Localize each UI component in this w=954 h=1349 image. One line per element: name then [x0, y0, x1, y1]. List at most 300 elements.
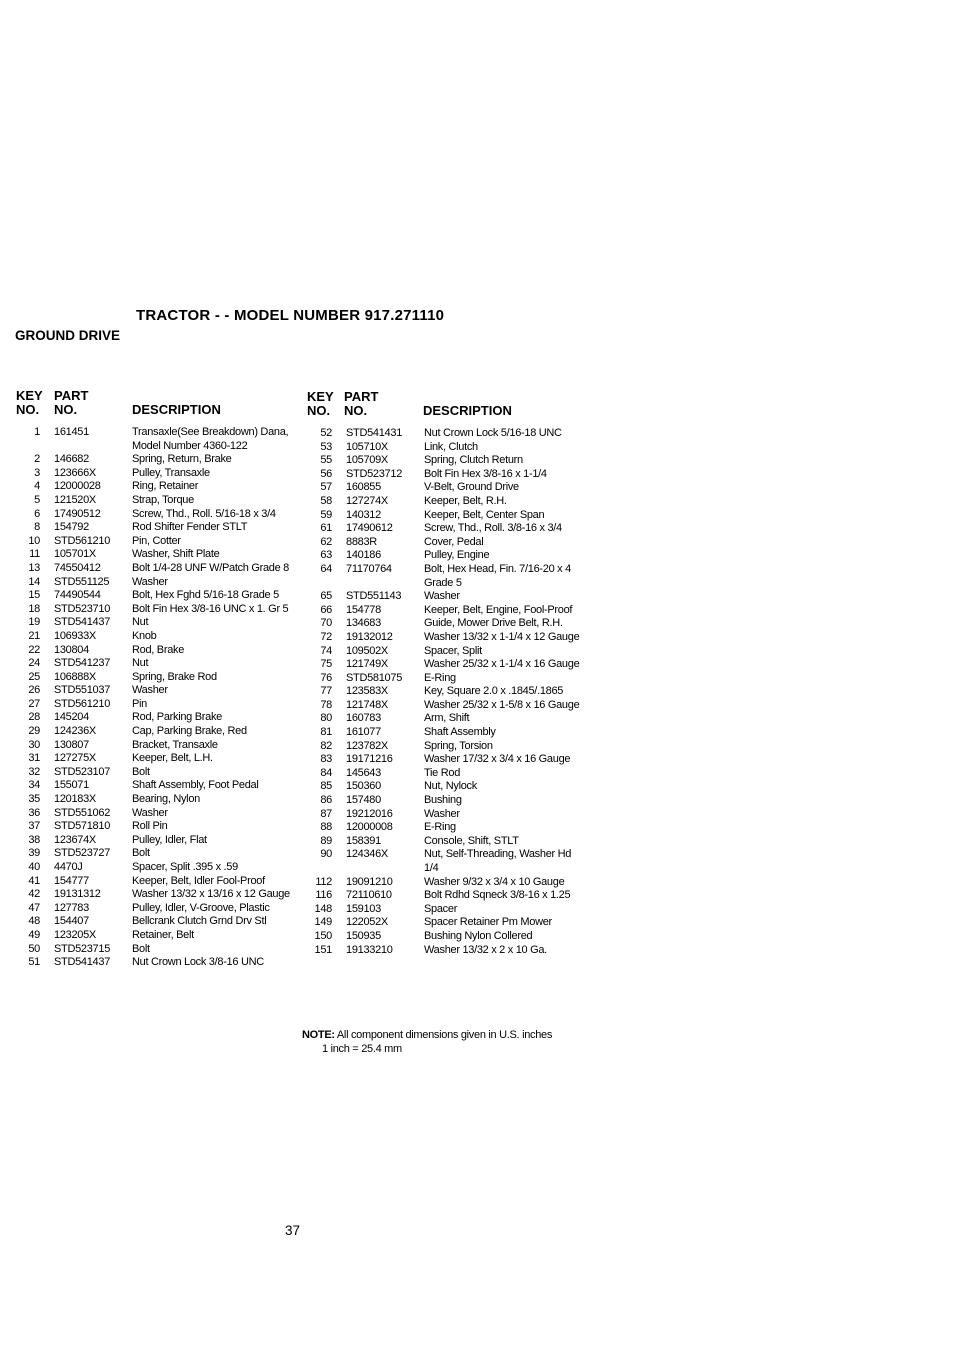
parts-row: [16, 671, 292, 685]
parts-row: [16, 752, 292, 766]
part-description: Bolt Rdhd Sqneck 3/8-16 x 1.25: [424, 889, 571, 902]
key-number: 77: [320, 685, 332, 698]
parts-row: [16, 711, 292, 725]
part-number: STD523107: [54, 765, 111, 778]
parts-row: [307, 753, 582, 767]
parts-row: [16, 725, 292, 739]
parts-row: [16, 847, 292, 861]
part-description: Washer: [132, 684, 168, 697]
part-number: 19171216: [346, 753, 393, 766]
key-number: 40: [28, 861, 40, 873]
part-description: Knob: [132, 629, 157, 642]
parts-row: [16, 616, 292, 630]
key-number: 49: [28, 928, 40, 941]
key-number: 58: [320, 494, 332, 507]
part-number: 127274X: [346, 494, 388, 507]
part-number: 19212016: [346, 807, 393, 820]
parts-row: [307, 658, 582, 672]
part-description: Pulley, Engine: [424, 549, 490, 562]
key-number: 8: [34, 521, 40, 534]
part-number: 158391: [346, 834, 381, 847]
parts-row: [16, 793, 292, 807]
part-number: STD541437: [54, 956, 111, 969]
parts-row: [307, 903, 582, 917]
key-number: 82: [320, 739, 332, 752]
part-number: STD523712: [346, 467, 403, 480]
key-number: 55: [320, 454, 332, 467]
key-number: 32: [28, 765, 40, 778]
key-number: 25: [28, 670, 40, 683]
part-description: Spring, Clutch Return: [424, 454, 523, 467]
part-number: 157480: [346, 794, 381, 807]
parts-row: [16, 657, 292, 671]
key-number: 6: [34, 507, 40, 520]
unit-conversion: 1 inch = 25.4 mm: [322, 1042, 402, 1055]
part-description: Nut Crown Lock 3/8-16 UNC: [132, 956, 264, 969]
key-number: 70: [320, 617, 332, 630]
key-number: 1: [34, 426, 40, 438]
key-number: 78: [320, 698, 332, 711]
part-description: Spacer: [424, 902, 458, 915]
part-number: 121749X: [346, 658, 388, 671]
key-header-line2: NO.: [307, 403, 331, 418]
part-description: Retainer, Belt: [132, 928, 194, 941]
parts-row: [16, 453, 292, 467]
part-number: 121748X: [346, 698, 388, 711]
parts-row: [16, 644, 292, 658]
parts-row: [307, 944, 582, 958]
part-number: 140186: [346, 549, 381, 562]
parts-list-left: [16, 426, 292, 970]
parts-row: [16, 766, 292, 780]
part-description: Spring, Torsion: [424, 739, 493, 752]
key-number: 53: [320, 440, 332, 453]
key-number: 88: [320, 821, 332, 834]
parts-row: [307, 495, 582, 509]
key-number: 57: [320, 481, 332, 494]
parts-row: [16, 807, 292, 821]
parts-row: [307, 848, 582, 875]
key-number: 63: [320, 549, 332, 562]
key-number: 28: [28, 711, 40, 724]
part-number: 159103: [346, 902, 381, 915]
key-number: 86: [320, 794, 332, 807]
part-number: STD523715: [54, 942, 111, 955]
key-number: 42: [28, 888, 40, 901]
key-number: 112: [315, 875, 332, 888]
parts-row: [16, 915, 292, 929]
part-number: 105701X: [54, 548, 96, 561]
part-description: Console, Shift, STLT: [424, 834, 519, 847]
part-number: STD561210: [54, 697, 111, 710]
parts-row: [307, 454, 582, 468]
part-description: Spacer Retainer Pm Mower: [424, 916, 552, 929]
parts-row: [307, 767, 582, 781]
parts-row: [16, 861, 292, 875]
part-number: 4470J: [54, 861, 83, 873]
part-description: Nut: [132, 657, 149, 670]
part-description: Washer 13/32 x 13/16 x 12 Gauge: [132, 888, 290, 901]
part-description: Washer: [132, 806, 168, 819]
parts-row: [307, 672, 582, 686]
part-number: STD541431: [346, 427, 403, 439]
parts-row: [307, 522, 582, 536]
part-description: Bolt, Hex Fghd 5/16-18 Grade 5: [132, 589, 279, 602]
part-description: Nut Crown Lock 5/16-18 UNC: [424, 427, 562, 439]
part-description: Pin, Cotter: [132, 534, 181, 547]
part-number: 122052X: [346, 916, 388, 929]
parts-row: [307, 712, 582, 726]
part-number: 127783: [54, 901, 89, 914]
parts-row: [307, 916, 582, 930]
parts-row: [16, 467, 292, 481]
part-number: 124236X: [54, 725, 96, 738]
parts-row: [307, 821, 582, 835]
part-no-header: [54, 389, 88, 417]
key-number: 31: [28, 752, 40, 765]
parts-row: [307, 441, 582, 455]
part-description: Keeper, Belt, Idler Fool-Proof: [132, 874, 265, 887]
key-number: 22: [28, 643, 40, 656]
part-number: STD541237: [54, 657, 111, 670]
key-number: 61: [320, 522, 332, 535]
key-number: 90: [320, 848, 332, 861]
part-number: STD551062: [54, 806, 111, 819]
part-number: 123666X: [54, 466, 96, 479]
part-number: 154792: [54, 521, 89, 534]
key-number: 29: [28, 725, 40, 738]
parts-row: [307, 563, 582, 590]
parts-row: [307, 645, 582, 659]
key-number: 34: [28, 779, 40, 792]
key-number: 84: [320, 766, 332, 779]
parts-row: [307, 536, 582, 550]
key-number: 56: [320, 467, 332, 480]
key-number: 21: [28, 629, 40, 642]
key-number: 52: [320, 427, 332, 439]
note-text: All component dimensions given in U.S. inches: [336, 1029, 553, 1041]
part-number: 150360: [346, 780, 381, 793]
key-number: 87: [320, 807, 332, 820]
part-number: 17490612: [346, 522, 393, 535]
part-description: Key, Square 2.0 x .1845/.1865: [424, 685, 564, 698]
part-description: Ring, Retainer: [132, 480, 199, 493]
parts-row: [16, 698, 292, 712]
part-description: Nut: [132, 616, 149, 629]
part-number: 8883R: [346, 535, 377, 548]
parts-row: [16, 820, 292, 834]
description-header-right: DESCRIPTION: [423, 403, 512, 418]
part-number: 19133210: [346, 943, 393, 956]
parts-row: [307, 889, 582, 903]
part-number: 145204: [54, 711, 89, 724]
parts-row: [307, 617, 582, 631]
key-number: 51: [28, 956, 40, 969]
part-number: 123205X: [54, 928, 96, 941]
dimension-note: [302, 1029, 552, 1056]
part-number: STD523710: [54, 602, 111, 615]
part-number: STD551125: [54, 575, 110, 588]
part-description: Arm, Shift: [424, 712, 470, 725]
part-description: Keeper, Belt, L.H.: [132, 752, 213, 765]
part-description: Pulley, Idler, Flat: [132, 833, 207, 846]
part-header-line1: PART: [54, 388, 89, 403]
key-number: 150: [314, 929, 332, 942]
part-number: 123782X: [346, 739, 388, 752]
parts-row: [16, 603, 292, 617]
key-number: 36: [28, 806, 40, 819]
key-header-line2: NO.: [16, 402, 40, 417]
parts-row: [16, 480, 292, 494]
part-description: Screw, Thd., Roll. 5/16-18 x 3/4: [132, 507, 276, 520]
key-number: 10: [28, 534, 40, 547]
key-number: 14: [28, 575, 40, 588]
part-description: Pulley, Idler, V-Groove, Plastic: [132, 901, 270, 914]
parts-row: [16, 535, 292, 549]
part-description: Spring, Brake Rod: [132, 670, 217, 683]
parts-row: [307, 794, 582, 808]
key-number: 85: [320, 780, 332, 793]
key-number: 35: [28, 793, 40, 806]
part-description: Rod Shifter Fender STLT: [132, 521, 248, 534]
parts-row: [16, 562, 292, 576]
part-description: Rod, Parking Brake: [132, 711, 222, 724]
key-number: 83: [320, 753, 332, 766]
key-number: 5: [34, 493, 40, 506]
key-number: 18: [28, 602, 40, 615]
part-number: 123583X: [346, 685, 388, 698]
key-number: 62: [320, 535, 332, 548]
key-number: 50: [28, 942, 40, 955]
parts-row: [16, 902, 292, 916]
part-description: Washer: [424, 807, 460, 820]
page-title: TRACTOR - - MODEL NUMBER 917.271110: [136, 307, 445, 324]
part-description: Transaxle(See Breakdown) Dana, Model Number 4360-122: [132, 426, 289, 452]
part-description: Bolt 1/4-28 UNF W/Patch Grade 8: [132, 561, 289, 574]
parts-row: [16, 521, 292, 535]
key-number: 27: [28, 697, 40, 710]
part-description: Bellcrank Clutch Grnd Drv Stl: [132, 915, 267, 928]
part-number: 17490512: [54, 507, 101, 520]
page-number: 37: [285, 1223, 301, 1238]
part-description: Washer, Shift Plate: [132, 548, 220, 561]
part-number: 105709X: [346, 454, 388, 467]
part-number: 19131312: [54, 888, 101, 901]
part-number: 154407: [54, 915, 89, 928]
key-number: 76: [320, 671, 332, 684]
key-number: 3: [34, 466, 40, 479]
part-description: Bolt Fin Hex 3/8-16 UNC x 1. Gr 5: [132, 602, 289, 615]
parts-row: [307, 604, 582, 618]
part-number: 105710X: [346, 440, 388, 453]
parts-row: [307, 876, 582, 890]
part-number: 109502X: [346, 644, 388, 657]
key-header-line1: KEY: [16, 388, 43, 403]
part-number: 106888X: [54, 670, 96, 683]
part-description: Washer 9/32 x 3/4 x 10 Gauge: [424, 875, 565, 888]
part-number: 124346X: [346, 848, 388, 861]
part-number: 145643: [346, 766, 381, 779]
part-description: Washer 25/32 x 1-1/4 x 16 Gauge: [424, 658, 580, 671]
key-number: 89: [320, 834, 332, 847]
key-number: 59: [320, 508, 332, 521]
part-number: STD551143: [346, 590, 402, 603]
parts-row: [16, 426, 292, 453]
part-description: E-Ring: [424, 821, 456, 834]
parts-row: [307, 808, 582, 822]
key-number: 15: [28, 589, 40, 602]
part-number: 150935: [346, 929, 381, 942]
part-no-header-right: [344, 390, 378, 418]
parts-row: [307, 740, 582, 754]
parts-row: [16, 630, 292, 644]
part-description: Bolt: [132, 765, 150, 778]
key-number: 74: [320, 644, 332, 657]
key-number: 75: [320, 658, 332, 671]
part-description: Spring, Return, Brake: [132, 453, 232, 466]
part-description: Roll Pin: [132, 820, 168, 833]
part-number: 154778: [346, 603, 381, 616]
key-number: 39: [28, 847, 40, 860]
part-number: 106933X: [54, 629, 96, 642]
part-number: 161451: [54, 426, 89, 438]
part-description: Tie Rod: [424, 766, 461, 779]
part-description: Bushing Nylon Collered: [424, 929, 533, 942]
part-description: Bushing: [424, 794, 462, 807]
key-number: 48: [28, 915, 40, 928]
part-description: Spacer, Split: [424, 644, 482, 657]
part-description: E-Ring: [424, 671, 456, 684]
part-number: 121520X: [54, 493, 96, 506]
part-number: STD561210: [54, 534, 111, 547]
part-description: Bracket, Transaxle: [132, 738, 218, 751]
parts-row: [307, 590, 582, 604]
part-description: Washer 17/32 x 3/4 x 16 Gauge: [424, 753, 571, 766]
parts-row: [16, 875, 292, 889]
part-description: Link, Clutch: [424, 440, 478, 453]
part-description: Washer 25/32 x 1-5/8 x 16 Gauge: [424, 698, 580, 711]
parts-row: [16, 589, 292, 603]
key-number: 149: [314, 916, 332, 929]
parts-row: [307, 930, 582, 944]
key-number: 37: [28, 820, 40, 833]
key-number: 47: [28, 901, 40, 914]
part-number: 160855: [346, 481, 381, 494]
part-description: Guide, Mower Drive Belt, R.H.: [424, 617, 563, 630]
key-number: 19: [28, 616, 40, 629]
part-description: Shaft Assembly, Foot Pedal: [132, 779, 259, 792]
part-description: Spacer, Split .395 x .59: [132, 861, 238, 873]
part-number: 71170764: [346, 562, 392, 575]
key-number: 41: [28, 874, 40, 887]
part-description: Pin: [132, 697, 147, 710]
key-header-line1: KEY: [307, 389, 334, 404]
part-description: Keeper, Belt, Engine, Fool-Proof: [424, 603, 573, 616]
part-number: 19132012: [346, 630, 393, 643]
part-number: 72110610: [346, 889, 392, 902]
part-number: STD571810: [54, 820, 111, 833]
parts-row: [307, 685, 582, 699]
key-number: 11: [29, 548, 40, 561]
part-number: STD551037: [54, 684, 111, 697]
part-description: Washer 13/32 x 1-1/4 x 12 Gauge: [424, 630, 580, 643]
parts-row: [16, 943, 292, 957]
part-description: Nut, Nylock: [424, 780, 477, 793]
part-description: Bearing, Nylon: [132, 793, 200, 806]
part-description: Screw, Thd., Roll. 3/8-16 x 3/4: [424, 522, 562, 535]
key-number: 151: [314, 943, 332, 956]
part-description: Strap, Torque: [132, 493, 194, 506]
note-label: NOTE:: [302, 1029, 335, 1041]
parts-row: [16, 739, 292, 753]
part-description: Washer 13/32 x 2 x 10 Ga.: [424, 943, 547, 956]
part-header-line2: NO.: [54, 402, 78, 417]
part-number: 155071: [54, 779, 89, 792]
part-description: Bolt: [132, 942, 150, 955]
part-description: Pulley, Transaxle: [132, 466, 210, 479]
part-number: 130804: [54, 643, 89, 656]
part-description: Keeper, Belt, Center Span: [424, 508, 545, 521]
part-number: 154777: [54, 874, 89, 887]
part-header-line1: PART: [344, 389, 379, 404]
part-number: 130807: [54, 738, 89, 751]
parts-row: [307, 780, 582, 794]
parts-row: [307, 726, 582, 740]
parts-row: [16, 956, 292, 970]
key-number: 116: [315, 889, 332, 902]
parts-row: [16, 888, 292, 902]
part-number: 12000028: [54, 480, 101, 493]
parts-row: [16, 779, 292, 793]
part-number: 74550412: [54, 561, 101, 574]
description-header: DESCRIPTION: [132, 402, 221, 417]
part-number: 19091210: [346, 875, 393, 888]
part-description: Bolt, Hex Head, Fin. 7/16-20 x 4 Grade 5: [424, 562, 571, 589]
parts-row: [307, 549, 582, 563]
key-number: 81: [320, 726, 332, 739]
part-description: Washer: [424, 590, 460, 603]
part-description: Keeper, Belt, R.H.: [424, 494, 507, 507]
part-description: Nut, Self-Threading, Washer Hd 1/4: [424, 848, 572, 874]
part-number: 140312: [346, 508, 381, 521]
part-number: 134683: [346, 617, 381, 630]
part-number: STD581075: [346, 671, 403, 684]
part-number: 146682: [54, 453, 89, 466]
section-title: GROUND DRIVE: [15, 328, 121, 343]
key-no-header: [16, 389, 43, 417]
parts-row: [307, 699, 582, 713]
part-description: V-Belt, Ground Drive: [424, 481, 519, 494]
key-number: 65: [320, 590, 332, 603]
parts-row: [16, 508, 292, 522]
part-header-line2: NO.: [344, 403, 368, 418]
part-description: Cap, Parking Brake, Red: [132, 725, 247, 738]
parts-row: [307, 631, 582, 645]
parts-row: [16, 834, 292, 848]
parts-list-right: [307, 427, 582, 957]
part-description: Rod, Brake: [132, 643, 185, 656]
part-number: 161077: [346, 726, 381, 739]
parts-row: [307, 481, 582, 495]
key-number: 72: [320, 630, 332, 643]
key-no-header-right: [307, 390, 334, 418]
parts-row: [307, 835, 582, 849]
part-number: 74490544: [54, 589, 101, 602]
part-description: Cover, Pedal: [424, 535, 484, 548]
parts-row: [307, 468, 582, 482]
parts-row: [307, 509, 582, 523]
part-description: Bolt Fin Hex 3/8-16 x 1-1/4: [424, 467, 547, 480]
